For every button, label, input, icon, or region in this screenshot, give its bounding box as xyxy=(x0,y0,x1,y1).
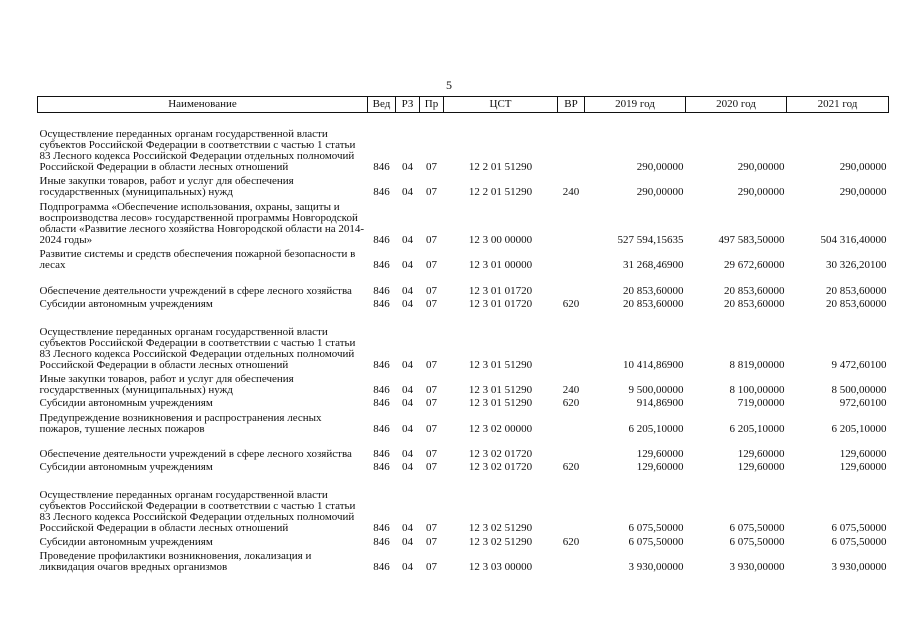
table-row xyxy=(38,460,889,473)
row-2020: 6 075,50000 xyxy=(729,535,785,548)
row-ved: 846 xyxy=(373,297,390,310)
row-pr: 07 xyxy=(426,233,437,246)
row-cst: 12 3 02 00000 xyxy=(468,422,533,435)
row-ved: 846 xyxy=(373,258,390,271)
row-rz: 04 xyxy=(402,396,413,409)
row-rz: 04 xyxy=(402,460,413,473)
row-2021: 3 930,00000 xyxy=(831,560,887,573)
row-name: Иные закупки товаров, работ и услуг для обеспечения государственных (муниципальных) нужд xyxy=(39,372,294,396)
row-pr: 07 xyxy=(426,560,437,573)
row-rz: 04 xyxy=(402,297,413,310)
row-2019: 129,60000 xyxy=(636,447,684,460)
row-2020: 719,00000 xyxy=(737,396,785,409)
row-vr: 620 xyxy=(562,535,580,548)
row-2020: 129,60000 xyxy=(737,460,785,473)
row-pr: 07 xyxy=(426,383,437,396)
row-2021: 6 075,50000 xyxy=(831,521,887,534)
row-cst: 12 3 01 51290 xyxy=(468,358,533,371)
row-cst: 12 3 02 51290 xyxy=(468,535,533,548)
row-2019: 6 205,10000 xyxy=(628,422,684,435)
row-name: Субсидии автономным учреждениям xyxy=(39,460,213,473)
row-2019: 31 268,46900 xyxy=(623,258,684,271)
row-2021: 6 075,50000 xyxy=(831,535,887,548)
row-rz: 04 xyxy=(402,258,413,271)
row-2021: 20 853,60000 xyxy=(826,284,887,297)
row-ved: 846 xyxy=(373,396,390,409)
header-2019: 2019 год xyxy=(585,97,686,113)
row-pr: 07 xyxy=(426,521,437,534)
row-2019: 527 594,15635 xyxy=(617,233,684,246)
row-vr xyxy=(558,113,585,173)
row-name: Иные закупки товаров, работ и услуг для обеспечения государственных (муниципальных) нужд xyxy=(39,174,294,198)
row-vr xyxy=(558,271,585,297)
row-2019: 290,00000 xyxy=(636,160,684,173)
row-rz: 04 xyxy=(402,535,413,548)
row-2020: 129,60000 xyxy=(737,447,785,460)
row-2021: 20 853,60000 xyxy=(826,297,887,310)
row-pr: 07 xyxy=(426,447,437,460)
row-rz: 04 xyxy=(402,358,413,371)
row-vr xyxy=(558,548,585,573)
row-pr: 07 xyxy=(426,535,437,548)
row-cst: 12 3 01 00000 xyxy=(468,258,533,271)
row-cst: 12 3 03 00000 xyxy=(468,560,533,573)
row-pr: 07 xyxy=(426,422,437,435)
table-row xyxy=(38,534,889,548)
row-cst: 12 2 01 51290 xyxy=(468,185,533,198)
row-2021: 504 316,40000 xyxy=(820,233,887,246)
row-ved: 846 xyxy=(373,447,390,460)
row-2019: 20 853,60000 xyxy=(623,297,684,310)
row-name: Субсидии автономным учреждениям xyxy=(39,396,213,409)
header-2021: 2021 год xyxy=(787,97,889,113)
table-row xyxy=(38,409,889,435)
row-name: Предупреждение возникновения и распространения лесных пожаров, тушение лесных пожаров xyxy=(39,411,322,435)
row-vr: 620 xyxy=(562,297,580,310)
row-pr: 07 xyxy=(426,185,437,198)
row-rz: 04 xyxy=(402,160,413,173)
row-ved: 846 xyxy=(373,460,390,473)
row-vr xyxy=(558,246,585,271)
row-2019: 914,86900 xyxy=(636,396,684,409)
table-row xyxy=(38,396,889,409)
row-rz: 04 xyxy=(402,560,413,573)
row-2020: 3 930,00000 xyxy=(729,560,785,573)
row-vr xyxy=(558,435,585,460)
row-2020: 497 583,50000 xyxy=(718,233,785,246)
header-2020: 2020 год xyxy=(686,97,787,113)
row-rz: 04 xyxy=(402,233,413,246)
row-2019: 10 414,86900 xyxy=(623,358,684,371)
table-row xyxy=(38,271,889,297)
row-pr: 07 xyxy=(426,160,437,173)
row-2020: 6 075,50000 xyxy=(729,521,785,534)
row-2020: 20 853,60000 xyxy=(724,284,785,297)
row-name: Осуществление переданных органам государственной власти субъектов Российской Федерации в соответствии с частью 1 статьи 83 Лесного кодекса Российской Федерации отдельных полномочий Российской Федерации в области лесных отношений xyxy=(39,127,356,173)
row-cst: 12 3 01 01720 xyxy=(468,297,533,310)
row-name: Проведение профилактики возникновения, локализация и ликвидация очагов вредных организмов xyxy=(39,549,312,573)
budget-table xyxy=(37,96,889,573)
row-vr: 620 xyxy=(562,460,580,473)
header-pr: Пр xyxy=(420,97,444,113)
row-rz: 04 xyxy=(402,422,413,435)
row-vr: 240 xyxy=(562,185,580,198)
row-ved: 846 xyxy=(373,160,390,173)
row-ved: 846 xyxy=(373,535,390,548)
row-ved: 846 xyxy=(373,284,390,297)
row-cst: 12 3 02 01720 xyxy=(468,447,533,460)
table-row xyxy=(38,113,889,173)
row-name: Обеспечение деятельности учреждений в сфере лесного хозяйства xyxy=(39,447,352,460)
row-2021: 30 326,20100 xyxy=(826,258,887,271)
row-cst: 12 3 01 01720 xyxy=(468,284,533,297)
header-vr: ВР xyxy=(558,97,585,113)
row-ved: 846 xyxy=(373,358,390,371)
row-2021: 972,60100 xyxy=(839,396,887,409)
row-name: Осуществление переданных органам государственной власти субъектов Российской Федерации в соответствии с частью 1 статьи 83 Лесного кодекса Российской Федерации отдельных полномочий Российской Федерации в области лесных отношений xyxy=(39,325,356,371)
row-2019: 3 930,00000 xyxy=(628,560,684,573)
row-name: Обеспечение деятельности учреждений в сфере лесного хозяйства xyxy=(39,284,352,297)
row-name: Субсидии автономным учреждениям xyxy=(39,297,213,310)
row-2019: 129,60000 xyxy=(636,460,684,473)
row-2021: 8 500,00000 xyxy=(831,383,887,396)
row-2019: 290,00000 xyxy=(636,185,684,198)
row-cst: 12 3 01 51290 xyxy=(468,396,533,409)
header-rz: РЗ xyxy=(396,97,420,113)
row-cst: 12 3 02 01720 xyxy=(468,460,533,473)
row-2020: 6 205,10000 xyxy=(729,422,785,435)
row-name: Развитие системы и средств обеспечения пожарной безопасности в лесах xyxy=(39,247,356,271)
row-ved: 846 xyxy=(373,383,390,396)
row-2021: 129,60000 xyxy=(839,460,887,473)
table-row xyxy=(38,173,889,198)
row-cst: 12 3 02 51290 xyxy=(468,521,533,534)
header-cst: ЦСТ xyxy=(444,97,558,113)
row-vr: 240 xyxy=(562,383,580,396)
row-2020: 290,00000 xyxy=(737,160,785,173)
row-2020: 20 853,60000 xyxy=(724,297,785,310)
row-rz: 04 xyxy=(402,521,413,534)
row-vr xyxy=(558,198,585,246)
header-ved: Вед xyxy=(368,97,396,113)
row-pr: 07 xyxy=(426,284,437,297)
row-cst: 12 3 00 00000 xyxy=(468,233,533,246)
table-row xyxy=(38,473,889,534)
row-pr: 07 xyxy=(426,258,437,271)
row-pr: 07 xyxy=(426,460,437,473)
row-2020: 8 100,00000 xyxy=(729,383,785,396)
row-2019: 6 075,50000 xyxy=(628,535,684,548)
header-row xyxy=(38,97,889,113)
row-2019: 6 075,50000 xyxy=(628,521,684,534)
row-2021: 6 205,10000 xyxy=(831,422,887,435)
table-row xyxy=(38,371,889,396)
row-ved: 846 xyxy=(373,521,390,534)
row-ved: 846 xyxy=(373,560,390,573)
row-2020: 290,00000 xyxy=(737,185,785,198)
table-row xyxy=(38,548,889,573)
table-row xyxy=(38,246,889,271)
row-ved: 846 xyxy=(373,233,390,246)
row-vr xyxy=(558,473,585,534)
row-rz: 04 xyxy=(402,383,413,396)
row-name: Субсидии автономным учреждениям xyxy=(39,535,213,548)
header-name: Наименование xyxy=(38,97,368,113)
row-vr: 620 xyxy=(562,396,580,409)
table-row xyxy=(38,297,889,310)
table-row xyxy=(38,435,889,460)
row-pr: 07 xyxy=(426,297,437,310)
row-2019: 20 853,60000 xyxy=(623,284,684,297)
row-rz: 04 xyxy=(402,185,413,198)
row-pr: 07 xyxy=(426,358,437,371)
row-name: Осуществление переданных органам государственной власти субъектов Российской Федерации в соответствии с частью 1 статьи 83 Лесного кодекса Российской Федерации отдельных полномочий Российской Федерации в области лесных отношений xyxy=(39,488,356,534)
row-ved: 846 xyxy=(373,422,390,435)
row-vr xyxy=(558,409,585,435)
row-2020: 29 672,60000 xyxy=(724,258,785,271)
row-rz: 04 xyxy=(402,447,413,460)
page-number: 5 xyxy=(446,78,452,92)
row-2019: 9 500,00000 xyxy=(628,383,684,396)
row-2020: 8 819,00000 xyxy=(729,358,785,371)
row-vr xyxy=(558,310,585,371)
row-2021: 9 472,60100 xyxy=(831,358,887,371)
row-2021: 129,60000 xyxy=(839,447,887,460)
row-ved: 846 xyxy=(373,185,390,198)
row-cst: 12 2 01 51290 xyxy=(468,160,533,173)
row-2021: 290,00000 xyxy=(839,160,887,173)
table-row xyxy=(38,310,889,371)
table-row xyxy=(38,198,889,246)
row-pr: 07 xyxy=(426,396,437,409)
row-2021: 290,00000 xyxy=(839,185,887,198)
row-rz: 04 xyxy=(402,284,413,297)
row-name: Подпрограмма «Обеспечение использования, охраны, защиты и воспроизводства лесов» государственной программы Новгородской области «Развитие лесного хозяйства Новгородской области на 2014-2024 годы» xyxy=(39,200,365,246)
row-cst: 12 3 01 51290 xyxy=(468,383,533,396)
